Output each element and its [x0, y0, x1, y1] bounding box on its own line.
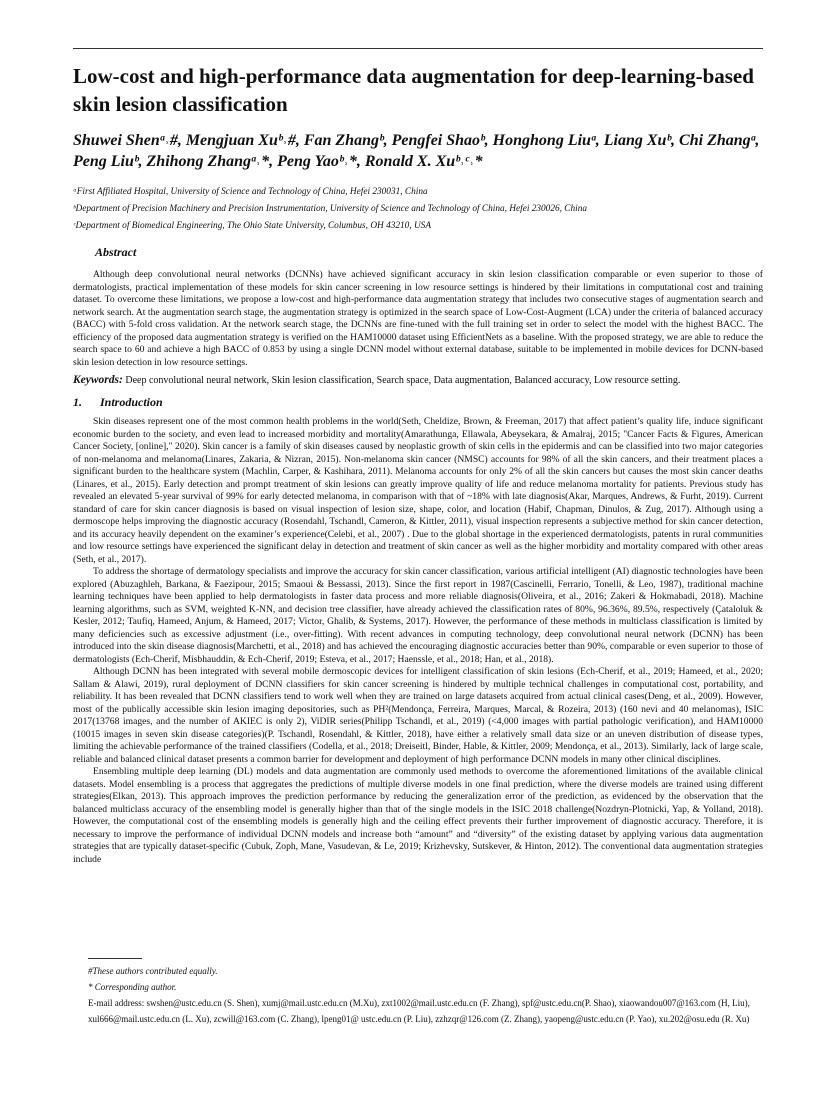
intro-paragraph-1: Skin diseases represent one of the most common health problems in the world(Seth, Cheldize, Brown, & Freeman, 2017) that affect patient’s quality life, induce significant economic burden to the society, and even lead to increased morbidity and mortality(Amarathunga, Ellawala, Abeysekara, & Amalraj, 2015; "Cancer Facts & Figures, American Cancer Society, [online]," 2020). Skin cancer is a family of skin diseases caused by neoplastic growth of skin cells in the epidermis and can be classified into two major categories of non-melanoma and melanoma(Linares, Zakaria, & Nizran, 2015). Non-melanoma skin cancer (NMSC) accounts for 98% of all the skin cancers, and their treatment places a significant burden to the healthcare system (Machlin, Carper, & Kashihara, 2011). Melanoma accounts for only 2% of all the skin cancers but causes the most skin cancer deaths (Linares, et al., 2015). Early detection and prompt treatment of skin lesions can greatly improve quality of life and reduce melanoma mortality for patients. Previous study has revealed an elevated 5-year survival of 99% for early detected melanoma, in comparison with that of ~18% with late diagnosis(Akar, Marques, Andrews, & Furht, 2019). Current standard of care for skin cancer diagnosis is based on visual inspection of lesion size, shape, color, and location (Habif, Chapman, Dinulos, & Zug, 2017). Although using a dermoscope helps improving the diagnostic accuracy (Rosendahl, Tschandl, Cameron, & Kittler, 2011), visual inspection represents a subjective method for skin cancer detection, and its accuracy heavily dependent on the examiner’s experience(Celebi, et al., 2007) . Due to the global shortage in the experienced dermatologists, patents in rural communities and low resource settings have experienced the significant delay in detection and treatment of skin cancer as well as the higher morbidity and mortality compared with other areas (Seth, et al., 2017). [73, 416, 763, 565]
paper-title: Low-cost and high-performance data augmentation for deep-learning-based skin lesion classification [73, 64, 754, 116]
header-rule [73, 48, 763, 49]
keywords [73, 374, 763, 387]
affiliation-c: ᶜDepartment of Biomedical Engineering, The Ohio State University, Columbus, OH 43210, USA [73, 221, 432, 231]
author-list: Shuwei Shenᵃ˒#, Mengjuan Xuᵇ˒#, Fan Zhangᵇ, Pengfei Shaoᵇ, Honghong Liuᵃ, Liang Xuᵇ, Chi Zhangᵃ, Peng Liuᵇ, Zhihong Zhangᵃ˒*, Peng Yaoᵇ˒*, Ronald X. Xuᵇ˒ᶜ˒* [73, 132, 760, 170]
footnote-emails: E-mail address: swshen@ustc.edu.cn (S. Shen), xumj@mail.ustc.edu.cn (M.Xu), zxt1002@mail.ustc.edu.cn (F. Zhang), spf@ustc.edu.cn(P. Shao), xiaowandou007@163.com (H, Liu), xul666@mail.ustc.edu.cn (L. Xu), zcwill@163.com (C. Zhang), lpeng01@ ustc.edu.cn (P. Liu), zzhzqr@126.com (Z. Zhang), yaopeng@ustc.edu.cn (P. Yao), xu.202@osu.edu (R. Xu) [88, 998, 750, 1024]
intro-paragraph-2: To address the shortage of dermatology specialists and improve the accuracy for skin cancer classification, various artificial intelligent (AI) diagnostic technologies have been explored (Abuzaghleh, Barkana, & Faezipour, 2015; Smaoui & Bessassi, 2013). Since the first report in 1987(Cascinelli, Ferrario, Tonelli, & Leo, 1987), traditional machine learning techniques have been applied to help dermatologists in faster data process and more reliable diagnosis(Oliveira, et al., 2016; Zakeri & Hokmabadi, 2018). Machine learning algorithms, such as SVM, weighted K-NN, and decision tree classifier, have already achieved the classification rates of 80%, 96.36%, 89.5%, respectively (Çataloluk & Kesler, 2012; Taufiq, Hameed, Anjum, & Hameed, 2017; Victor, Ghalib, & Systems, 2017). However, the performance of these methods in multiclass classification is limited by many deficiencies such as excessive adjustment (i.e., over-fitting). With recent advances in computing technology, deep convolutional neural network (DCNN) has been introduced into the skin disease diagnosis(Marchetti, et al., 2018) and has achieved the encouraging diagnostic accuracies better than 90%, comparable or even superior to those of dermatologists (Ech-Cherif, Misbhauddin, & Ech-Cherif, 2019; Esteva, et al., 2017; Haenssle, et al., 2018; Han, et al., 2018). [73, 566, 763, 665]
section-title: Introduction [100, 395, 163, 409]
footnote-equal-contribution: #These authors contributed equally. [88, 966, 218, 976]
keywords-label: Keywords: [73, 374, 123, 386]
keywords-text: Deep convolutional neural network, Skin lesion classification, Search space, Data augmentation, Balanced accuracy, Low resource setting. [125, 375, 681, 386]
section-number: 1. [73, 395, 82, 409]
affiliation-b: ᵇDepartment of Precision Machinery and Precision Instrumentation, University of Science and Technology of China, Hefei 230026, China [73, 204, 588, 214]
paper-page [73, 62, 763, 866]
affiliations [73, 184, 763, 235]
abstract-heading: Abstract [95, 245, 137, 259]
intro-paragraph-3: Although DCNN has been integrated with several mobile dermoscopic devices for intelligent classification of skin lesions (Ech-Cherif, et al., 2019; Hameed, et al., 2020; Sallam & Alawi, 2019), rural deployment of DCNN classifiers for skin cancer screening is hindered by multiple technical challenges in computational cost, portability, and reliability. It has been revealed that DCNN classifiers tend to work well when they are trained on large datasets acquired from actual clinical cases(Deng, et al., 2009). However, most of the publically accessible skin lesion imaging depositories, such as PH²(Mendonça, Ferreira, Marques, Marcal, & Rozeira, 2013) (160 nevi and 40 melanomas), ISIC 2017(13768 images, and the number of AKIEC is only 2), ViDIR series(Philipp Tschandl, et al., 2019) (<4,000 images with partial pathologic verification), and HAM10000 (10015 images in seven skin disease categories)(P. Tschandl, Rosendahl, & Kittler, 2018), have either a relatively small data size or an uneven distribution of disease types, limiting the achievable performance of the trained classifiers (Codella, et al., 2018; Dreiseitl, Binder, Hable, & Kittler, 2009; Mendonça, et al., 2013). Similarly, lack of large scale, reliable and balanced clinical dataset presents a common barrier for development and deployment of high performance DCNN models in many other clinical disciplines. [73, 666, 763, 765]
section-heading-introduction [73, 395, 763, 410]
affiliation-a: ᵃFirst Affiliated Hospital, University of Science and Technology of China, Hefei 230031, China [73, 187, 428, 197]
intro-paragraph-4: Ensembling multiple deep learning (DL) models and data augmentation are commonly used methods to overcome the aforementioned limitations of the available clinical datasets. Model ensembling is a process that aggregates the predictions of multiple diverse models in one final prediction, where the diverse models are trained using different strategies(Elkan, 2013). This approach improves the prediction performance by reducing the generalization error of the prediction, as evidenced by the observation that the balanced multiclass accuracy of the ensembling model is generally higher than that of the single models in the ISIC 2018 challenge(Nozdryn-Plotnicki, Yap, & Yolland, 2018). However, the computational cost of the ensembling models is generally high and the ceiling effect prevents their further improvement of diagnostic accuracy. Therefore, it is necessary to improve the performance of individual DCNN models and increase both “amount” and “diversity” of the existing dataset by applying various data augmentation strategies that are typically dataset-specific (Cubuk, Zoph, Mane, Vasudevan, & Le, 2019; Krizhevsky, Sutskever, & Hinton, 2012). The conventional data augmentation strategies include [73, 766, 763, 865]
footnote-corresponding-author: * Corresponding author. [88, 982, 177, 992]
abstract-text: Although deep convolutional neural networks (DCNNs) have achieved significant accuracy in skin lesion classification comparable or even superior to those of dermatologists, practical implementation of these models for skin cancer screening in low resource settings is hindered by their limitations in computational cost and training dataset. To overcome these limitations, we propose a low-cost and high-performance data augmentation strategy that includes two consecutive stages of augmentation search and network search. At the augmentation search stage, the augmentation strategy is optimized in the search space of Low-Cost-Augment (LCA) under the criteria of balanced accuracy (BACC) with 5-fold cross validation. At the network search stage, the DCNNs are fine-tuned with the full training set in order to select the model with the highest BACC. The efficiency of the proposed data augmentation strategy is verified on the HAM10000 dataset using EfficientNets as a baseline. With the proposed strategy, we are able to reduce the search space to 60 and achieve a high BACC of 0.853 by using a single DCNN model without external database, suitable to be implemented in mobile devices for DCNN-based skin lesion detection in low resource settings. [73, 269, 763, 368]
footnote-rule [88, 958, 142, 959]
footnotes [73, 963, 763, 1027]
